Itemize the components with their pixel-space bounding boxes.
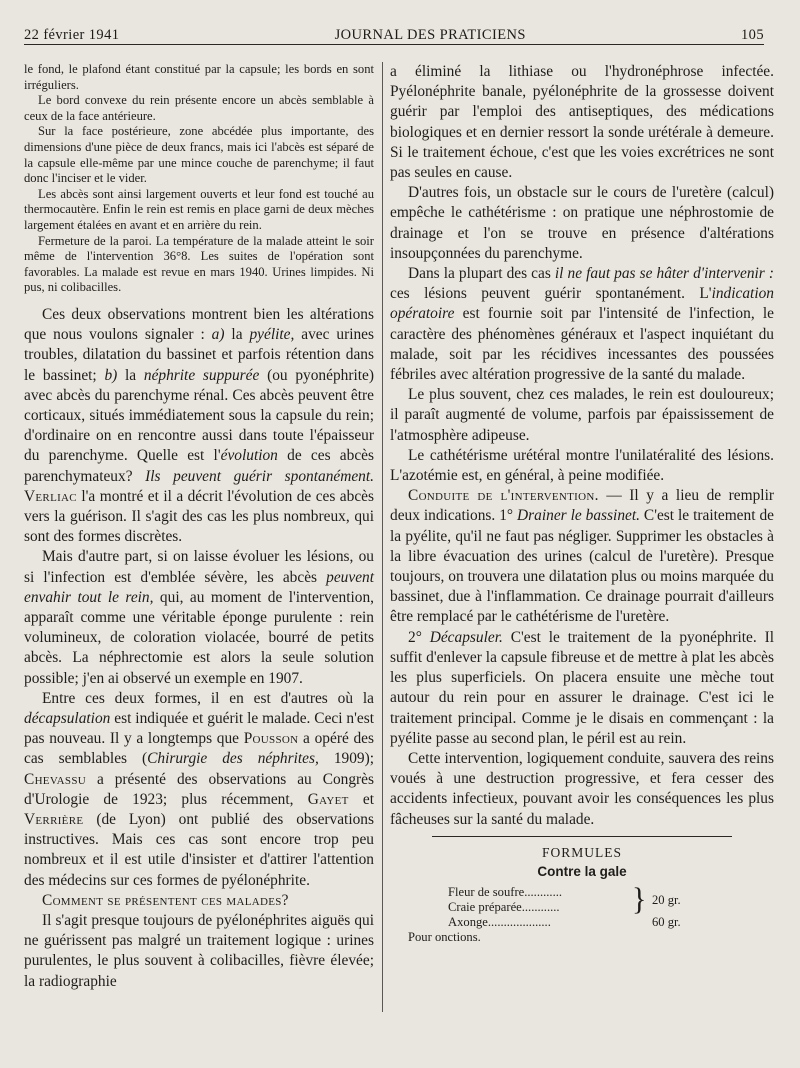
paragraph: a éliminé la lithiase ou l'hydronéphrose infectée. Pyélonéphrite banale, pyélonéphrite de la grossesse doivent guérir par l'emploi des antiseptiques, des médications biologiques et en dernier ressort la sonde urétérale à demeure. Si le traitement échoue, c'est que les voies excrétrices ne sont pas seules en cause. bbox=[390, 63, 774, 182]
paragraph: Les abcès sont ainsi largement ouverts et leur fond est touché au thermocautère. Enfin le rein est remis en place garni de deux mèches largement étalées en avant et en arrière du rein. bbox=[24, 186, 374, 232]
paragraph: 2° Décapsuler. C'est le traitement de la pyonéphrite. Il suffit d'enlever la capsule fibreuse et de mettre à plat les abcès les plus superficiels. On placera ensuite une mèche tout autour du rein pour en assurer le drainage. C'est ici le traitement principal. Comme je le disais en commençant : la pyélite passe au second plan, le péril est au rein. bbox=[390, 628, 774, 747]
column-divider bbox=[382, 62, 383, 1012]
recipe-line: Axonge.................... bbox=[448, 914, 551, 929]
left-column bbox=[24, 62, 374, 992]
recipe-line: Craie préparée............ bbox=[448, 899, 560, 914]
section-heading: Comment se présentent ces malades? bbox=[42, 891, 289, 909]
recipe-quantity: 20 gr. bbox=[652, 892, 681, 907]
paragraph: Dans la plupart des cas il ne faut pas se hâter d'intervenir : ces lésions peuvent guérir spontanément. L'indication opératoire est fournie soit par l'intensité de l'infection, le caractère des phénomènes généraux et l'aspect inquiétant du malade, soit par les récidives incessantes des poussées fébriles avec altération progressive de la santé du malade. bbox=[390, 265, 774, 384]
paragraph: Le bord convexe du rein présente encore un abcès semblable à ceux de la face antérieure. bbox=[24, 93, 374, 123]
recipe-line: Pour onctions. bbox=[408, 929, 481, 944]
paragraph: Entre ces deux formes, il en est d'autres où la décapsulation est indiquée et guérit le malade. Ceci n'est pas nouveau. Il y a longtemps que Pousson a opéré des cas semblables (Chirurgie des néphrites, 1909); Chevassu a présenté des observations au Congrès d'Urologie de 1923; plus récemment, Gayet et Verrière (de Lyon) ont publié des observations instructives. Mais ces cas sont encore trop peu nombreux et il est utile d'insister et d'attirer l'attention des médecins sur ces formes de pyélonéphrite. bbox=[24, 689, 374, 889]
paragraph: Ces deux observations montrent bien les altérations que nous voulons signaler : a) la pyélite, avec urines troubles, dilatation du bassinet et parfois rétention dans le bassinet; b) la néphrite suppurée (ou pyonéphrite) avec abcès du parenchyme rénal. Ces abcès peuvent être corticaux, situés immédiatement sous la capsule du rein; d'ordinaire on en rencontre aussi dans toute l'épaisseur du parenchyme. Quelle est l'évolution de ces abcès parenchymateux? Ils peuvent guérir spontanément. Verliac l'a montré et il a décrit l'évolution de ces abcès vers la guérison. Il s'agit des cas les plus nombreux, qui sont des formes discrètes. bbox=[24, 305, 374, 546]
header-page-number: 105 bbox=[741, 27, 764, 43]
paragraph: Sur la face postérieure, zone abcédée plus importante, des dimensions d'une pièce de deux francs, mais ici l'abcès est séparé de la capsule elle-même par une mince couche de parenchyme; il faut donc l'inciser et le vider. bbox=[24, 124, 374, 186]
header-rule bbox=[24, 44, 764, 45]
paragraph: Il s'agit presque toujours de pyélonéphrites aiguës qui ne guérissent pas malgré un traitement logique : urines purulentes, le plus souvent à colibacilles, fièvre élevée; la radiographie bbox=[24, 912, 374, 990]
brace-symbol: } bbox=[632, 881, 647, 917]
recipe-line: Fleur de soufre............ bbox=[448, 884, 563, 899]
formules-title: FORMULES bbox=[541, 844, 622, 860]
page-header bbox=[24, 18, 764, 44]
paragraph: Mais d'autre part, si on laisse évoluer les lésions, ou si l'infection est d'emblée sévère, les abcès peuvent envahir tout le rein, qui, au moment de l'intervention, apparaît comme une véritable éponge purulente : rein volumineux, de coloration violacée, bourré de petits abcès. La néphrectomie est alors la seule solution possible; j'en ai observé un exemple en 1907. bbox=[24, 548, 374, 687]
header-journal-title: JOURNAL DES PRATICIENS bbox=[334, 27, 526, 43]
paragraph: D'autres fois, un obstacle sur le cours de l'uretère (calcul) empêche le cathétérisme : on pratique une néphrostomie de drainage et l'on se trouve en présence d'altérations insoupçonnées du parenchyme. bbox=[390, 184, 774, 262]
paragraph: le fond, le plafond étant constitué par la capsule; les bords en sont irréguliers. bbox=[24, 62, 374, 92]
paragraph: Fermeture de la paroi. La température de la malade atteint le soir même de l'intervention 36°8. Les suites de l'opération sont favorables. La malade est revue en mars 1940. Urines limpides. Ni pus, ni colibacilles. bbox=[24, 233, 374, 295]
paragraph: Le plus souvent, chez ces malades, le rein est douloureux; il paraît augmenté de volume, parfois par épaississement de l'atmosphère adipeuse. bbox=[390, 386, 774, 444]
formules-divider bbox=[432, 836, 732, 837]
right-column bbox=[390, 62, 774, 945]
recipe-quantity: 60 gr. bbox=[652, 914, 681, 929]
recipe bbox=[390, 881, 774, 945]
paragraph: Cette intervention, logiquement conduite, sauvera des reins voués à une destruction progressive, et fera cesser des accidents infectieux, pouvant avoir les conséquences les plus fâcheuses sur la santé du malade. bbox=[390, 749, 774, 828]
formules-subtitle: Contre la gale bbox=[537, 863, 627, 879]
header-date: 22 février 1941 bbox=[24, 27, 120, 43]
paragraph: Le cathétérisme urétéral montre l'unilatéralité des lésions. L'azotémie est, en général, à peine modifiée. bbox=[390, 446, 774, 485]
paragraph: Conduite de l'intervention. — Il y a lieu de remplir deux indications. 1° Drainer le bassinet. C'est le traitement de la pyélite, qu'il ne faut pas négliger. Supprimer les obstacles à la libre évacuation des urines (calcul de l'uretère). Presque toujours, on trouvera une dilatation plus ou moins marquée du bassinet, due à l'inflammation. Ce drainage pourrait d'ailleurs être remplacé par le cathétérisme de l'uretère. bbox=[390, 487, 774, 626]
section-heading: Conduite de l'intervention. bbox=[408, 487, 599, 505]
